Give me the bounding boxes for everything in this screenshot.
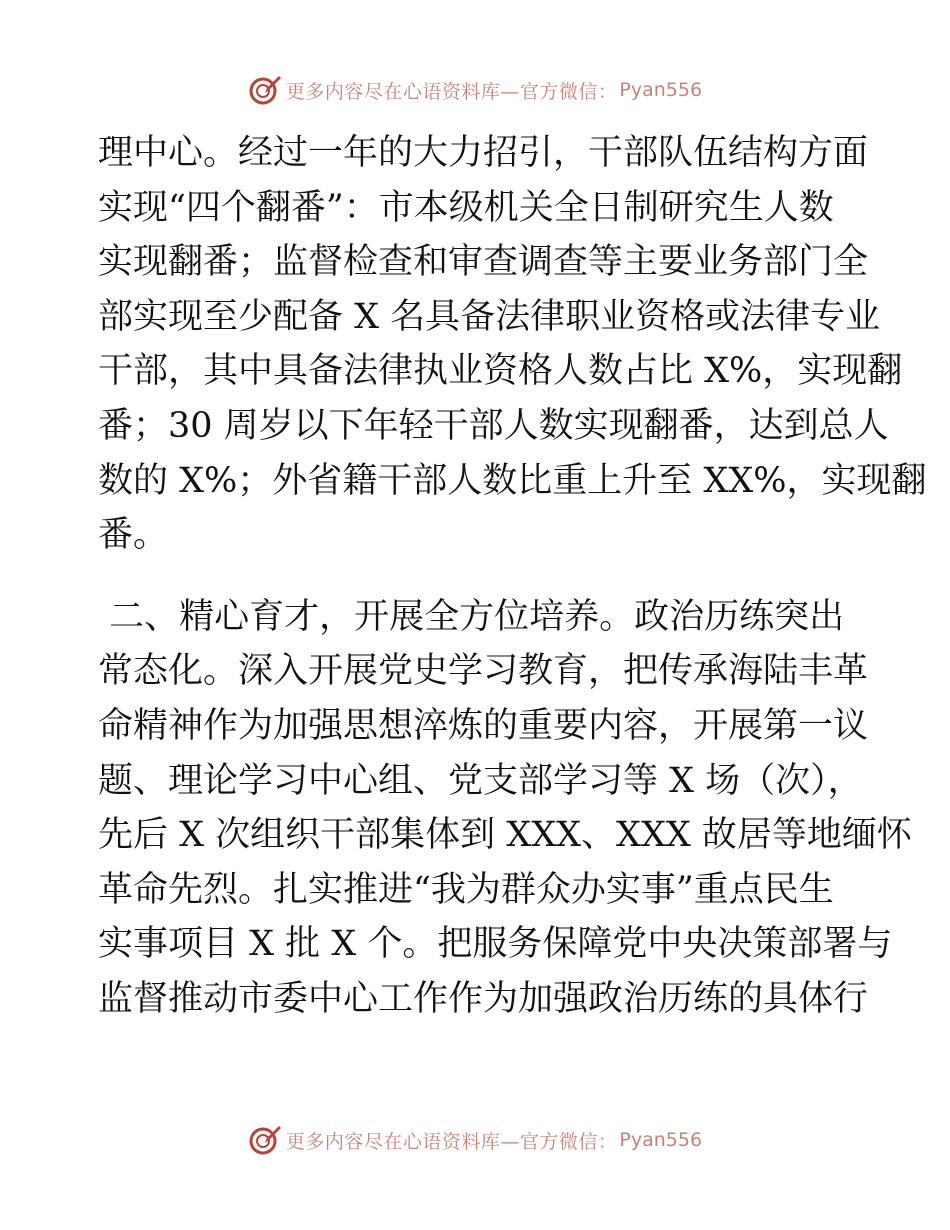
text-line: 实现“四个翻番”：市本级机关全日制研究生人数 [98, 187, 834, 228]
text-line: 命精神作为加强思想淬炼的重要内容，开展第一议 [98, 705, 869, 746]
text-line: 监督推动市委中心工作作为加强政治历练的具体行 [98, 978, 869, 1019]
document-body [98, 126, 927, 1027]
text-line: 题、理论学习中心组、党支部学习等 X 场（次）， [98, 760, 863, 801]
text-line: 实事项目 X 批 X 个。把服务保障党中央决策部署与 [98, 924, 893, 965]
text-line: 革命先烈。扎实推进“我为群众办实事”重点民生 [98, 869, 834, 910]
pen-seal-icon [248, 1123, 282, 1157]
text-line: 数的 X%；外省籍干部人数比重上升至 XX%，实现翻 [98, 460, 927, 501]
header-watermark [0, 72, 950, 108]
text-line: 二、精心育才，开展全方位培养。政治历练突出 [98, 596, 845, 637]
paragraph-training [98, 590, 912, 1027]
watermark-text: 更多内容尽在心语资料库—官方微信： [285, 1130, 618, 1153]
footer-watermark [0, 1122, 950, 1158]
text-line: 番。 [98, 515, 169, 556]
text-line: 干部，其中具备法律执业资格人数占比 X%，实现翻 [98, 351, 903, 392]
text-line: 实现翻番；监督检查和审查调查等主要业务部门全 [98, 242, 869, 283]
pen-seal-icon [248, 73, 282, 107]
watermark-wechat-id: Pyan556 [619, 79, 703, 101]
text-line: 先后 X 次组织干部集体到 XXX、XXX 故居等地缅怀 [98, 815, 912, 856]
watermark-text: 更多内容尽在心语资料库—官方微信： [285, 80, 618, 103]
text-line: 理中心。经过一年的大力招引，干部队伍结构方面 [98, 133, 869, 173]
text-line: 部实现至少配备 X 名具备法律职业资格或法律专业 [98, 296, 881, 337]
text-line: 番；30 周岁以下年轻干部人数实现翻番，达到总人 [98, 405, 889, 446]
paragraph-cadre-structure [98, 126, 927, 563]
watermark-wechat-id: Pyan556 [619, 1129, 703, 1151]
text-line: 常态化。深入开展党史学习教育，把传承海陆丰革 [98, 651, 869, 692]
